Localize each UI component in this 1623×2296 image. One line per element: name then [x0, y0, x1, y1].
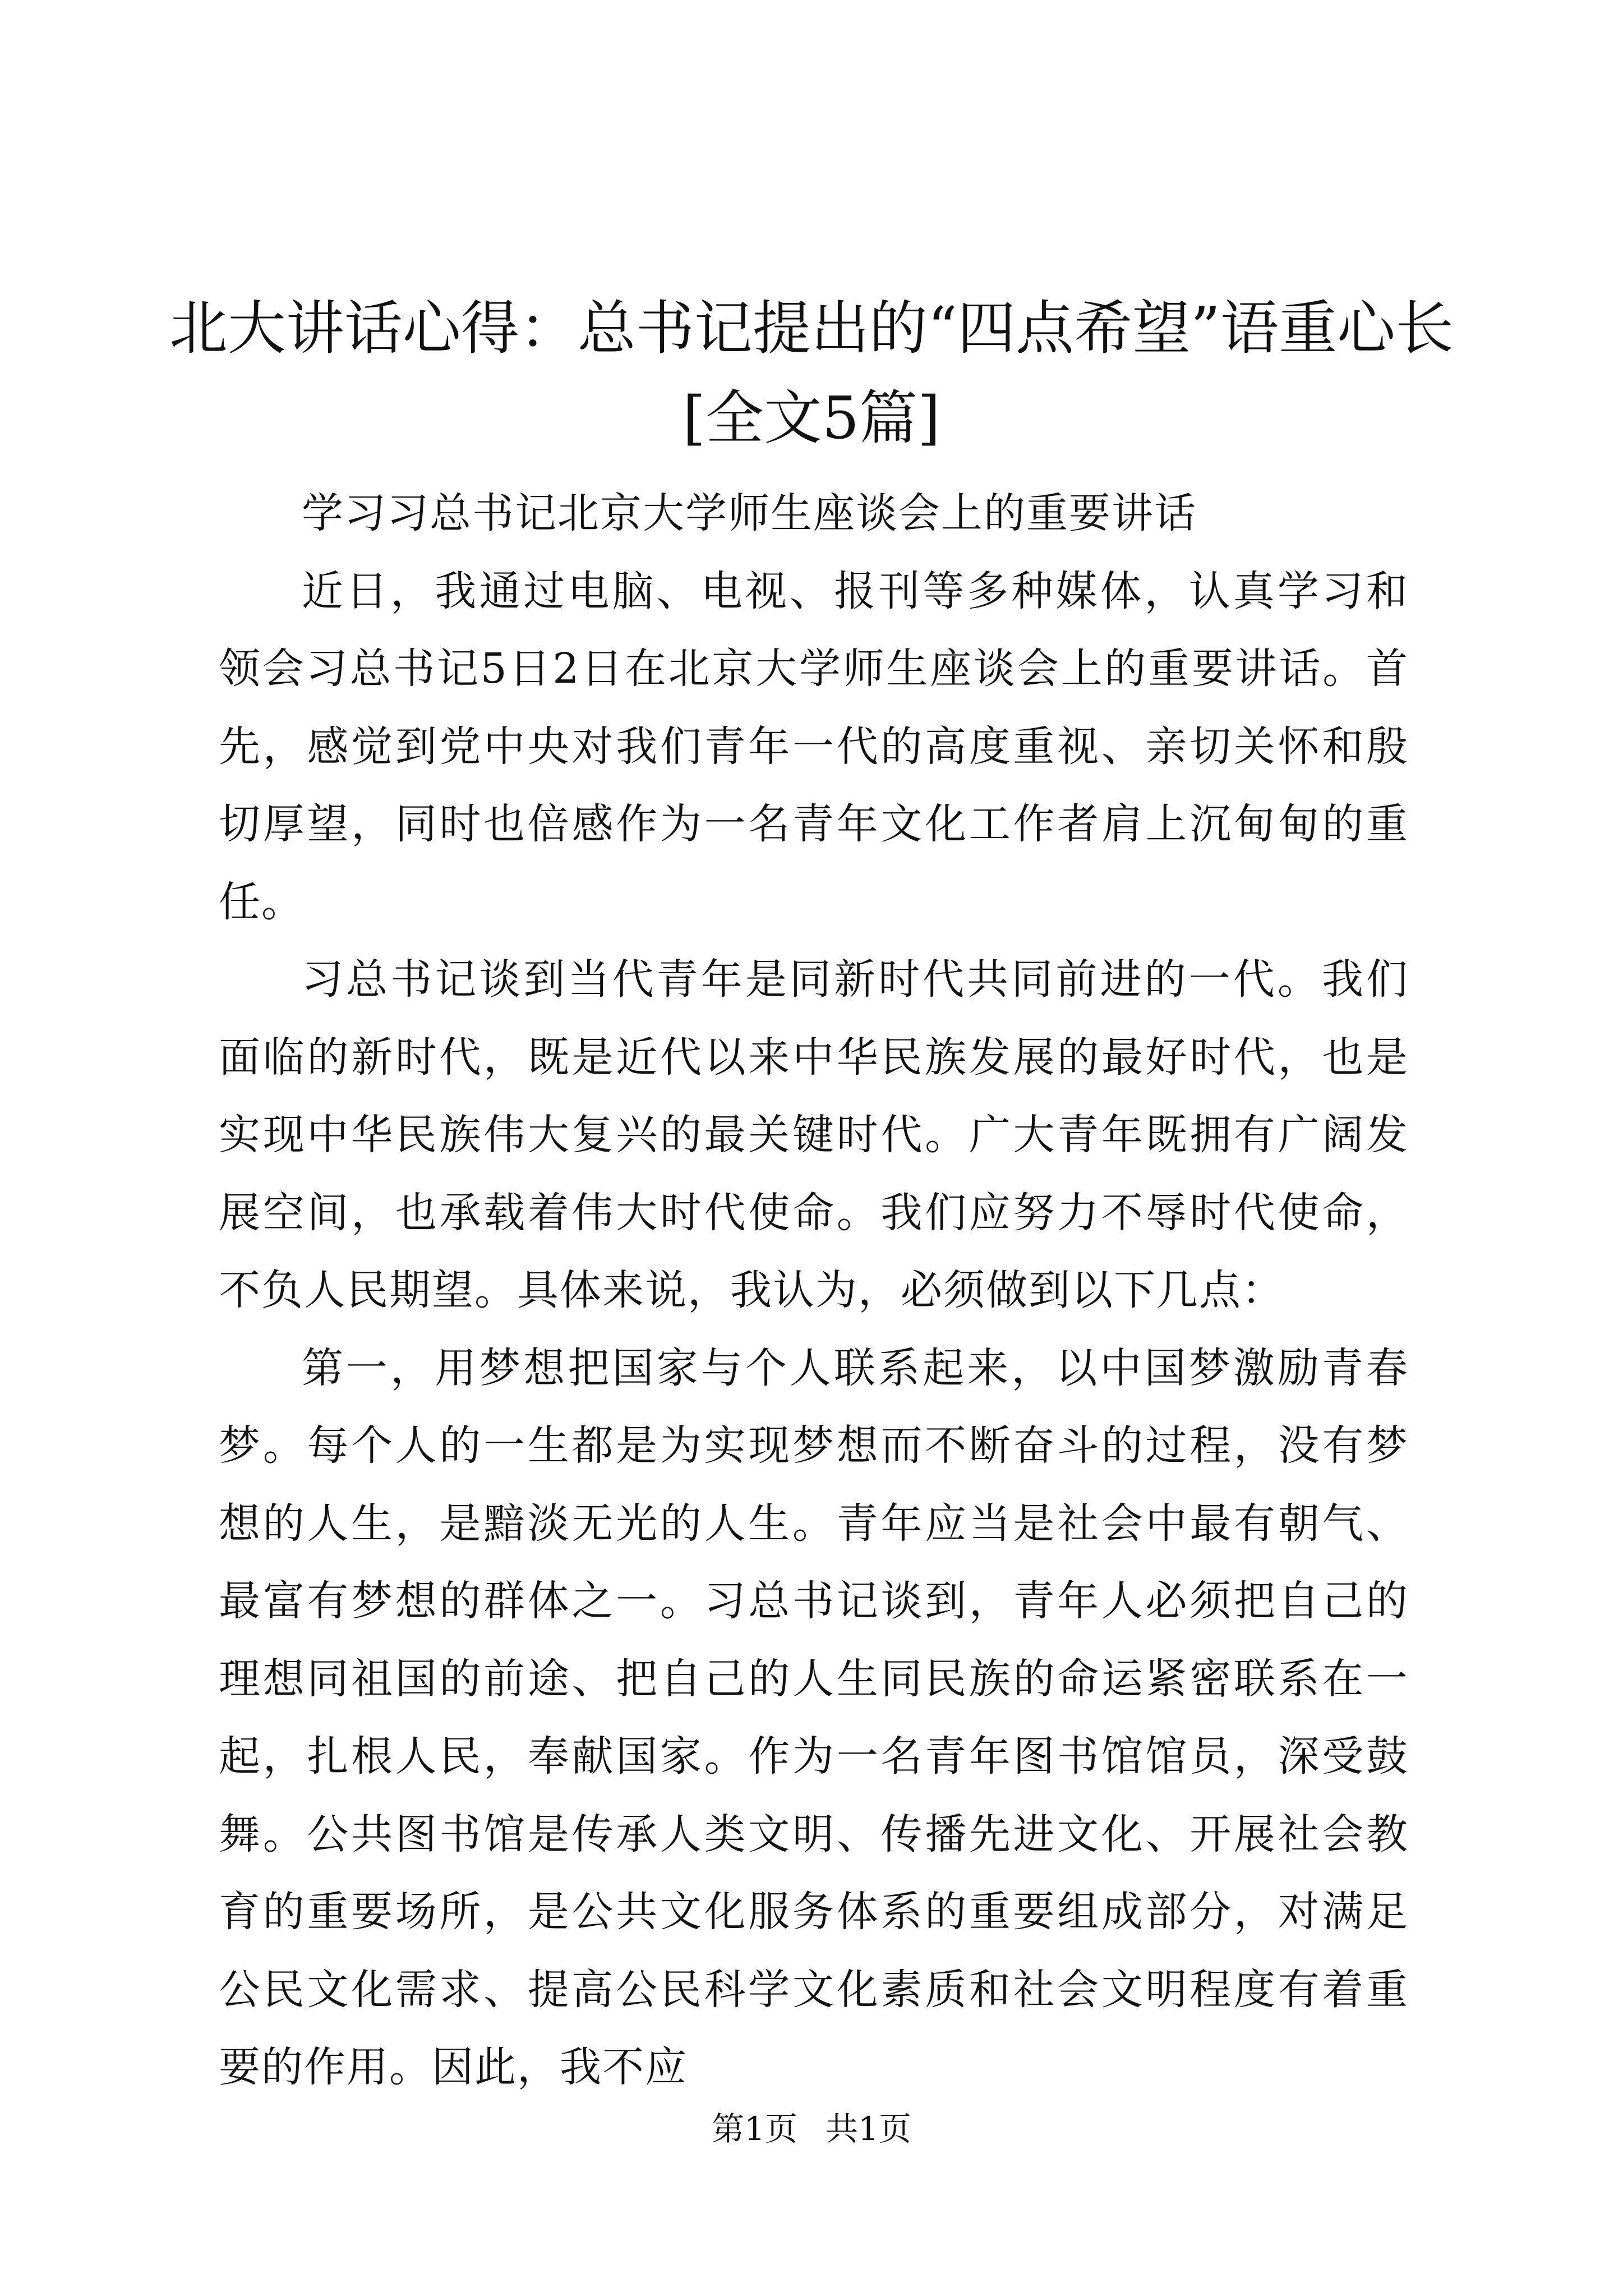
paragraph: 第一，用梦想把国家与个人联系起来，以中国梦激励青春梦。每个人的一生都是为实现梦想而不断奋斗的过程，没有梦想的人生，是黯淡无光的人生。青年应当是社会中最有朝气、最富有梦想的群体之一。习总书记谈到，青年人必须把自己的理想同祖国的前途、把自己的人生同民族的命运紧密联系在一起，扎根人民，奉献国家。作为一名青年图书馆馆员，深受鼓舞。公共图书馆是传承人类文明、传播先进文化、开展社会教育的重要场所，是公共文化服务体系的重要组成部分，对满足公民文化需求、提高公民科学文化素质和社会文明程度有着重要的作用。因此，我不应: [219, 1343, 1409, 2091]
paragraph-subtitle: 学习习总书记北京大学师生座谈会上的重要讲话: [302, 489, 1197, 537]
document-body: [219, 475, 1409, 2106]
page-total: 共1页: [826, 2110, 911, 2148]
paragraph: 习总书记谈到当代青年是同新时代共同前进的一代。我们面临的新时代，既是近代以来中华民族发展的最好时代，也是实现中华民族伟大复兴的最关键时代。广大青年既拥有广阔发展空间，也承载着伟大时代使命。我们应努力不辱时代使命，不负人民期望。具体来说，我认为，必须做到以下几点：: [219, 955, 1409, 1314]
document-title: 北大讲话心得：总书记提出的“四点希望”语重心长[全文5篇]: [169, 294, 1454, 452]
page-number: 第1页: [712, 2110, 797, 2148]
paragraph: 近日，我通过电脑、电视、报刊等多种媒体，认真学习和领会习总书记5日2日在北京大学师生座谈会上的重要讲话。首先，感觉到党中央对我们青年一代的高度重视、亲切关怀和殷切厚望，同时也倍感作为一名青年文化工作者肩上沉甸甸的重任。: [219, 567, 1409, 926]
page-footer: [0, 2109, 1623, 2148]
